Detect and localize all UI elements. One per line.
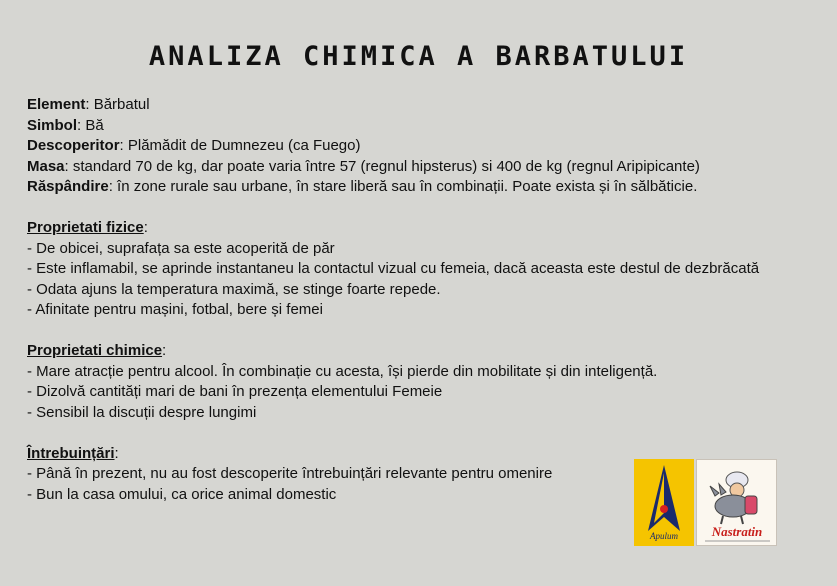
field-element xyxy=(27,95,817,116)
page-title: ANALIZA CHIMICA A BARBATULUI xyxy=(148,41,689,72)
list-item: - Dizolvă cantități mari de bani în prezența elementului Femeie xyxy=(27,383,443,400)
list-item: - Sensibil la discuții despre lungimi xyxy=(27,403,257,421)
section-physical: Proprietati fizice: xyxy=(27,219,148,236)
apulum-mark-icon xyxy=(634,459,694,546)
section-heading: Proprietati fizice xyxy=(27,219,144,236)
list-item: - Odata ajuns la temperatura maximă, se stinge foarte repede. xyxy=(27,280,441,298)
field-key: Element xyxy=(27,96,86,113)
field-value: : Plămădit de Dumnezeu (ca Fuego) xyxy=(119,137,361,154)
field-key: Simbol xyxy=(27,116,78,134)
field-key: Descoperitor xyxy=(27,137,120,154)
nastratin-logo xyxy=(696,459,777,546)
list-item: - Este inflamabil, se aprinde instantaneu la contactul vizual cu femeia, dacă aceasta este destul de dezbrăcată xyxy=(27,260,760,277)
section-heading: Întrebuințări xyxy=(27,444,115,462)
field-symbol xyxy=(27,116,817,137)
section-heading: Proprietati chimice xyxy=(27,342,163,359)
field-key: Răspândire xyxy=(27,178,109,195)
list-item: - De obicei, suprafața sa este acoperită de păr xyxy=(27,239,335,257)
logo-group xyxy=(634,459,778,546)
field-key: Masa xyxy=(27,157,65,175)
section-chemical: Proprietati chimice: xyxy=(27,342,167,359)
field-value: : Bărbatul xyxy=(85,96,150,113)
list-item: - Până în prezent, nu au fost descoperite întrebuințări relevante pentru omenire xyxy=(27,465,553,482)
field-value: : în zone rurale sau urbane, în stare liberă sau în combinații. Poate exista și în sălbăticie. xyxy=(108,178,698,195)
apulum-logo xyxy=(634,459,694,546)
document-body xyxy=(27,95,817,505)
apulum-logo-text: Apulum xyxy=(650,531,678,541)
field-value: : standard 70 de kg, dar poate varia între 57 (regnul hipsterus) si 400 de kg (regnul Aripipicante) xyxy=(64,157,700,175)
donkey-rider-icon xyxy=(697,460,778,547)
field-spread xyxy=(27,177,817,198)
field-discoverer xyxy=(27,136,817,157)
list-item: - Mare atracție pentru alcool. În combinație cu acesta, își pierde din mobilitate și din inteligență. xyxy=(27,362,658,380)
list-item: - Afinitate pentru mașini, fotbal, bere și femei xyxy=(27,301,323,318)
nastratin-logo-text: Nastratin xyxy=(711,524,763,539)
field-value: : Bă xyxy=(77,116,104,134)
section-uses: Întrebuințări: xyxy=(27,444,119,462)
list-item: - Bun la casa omului, ca orice animal domestic xyxy=(27,485,337,503)
field-mass xyxy=(27,157,817,178)
